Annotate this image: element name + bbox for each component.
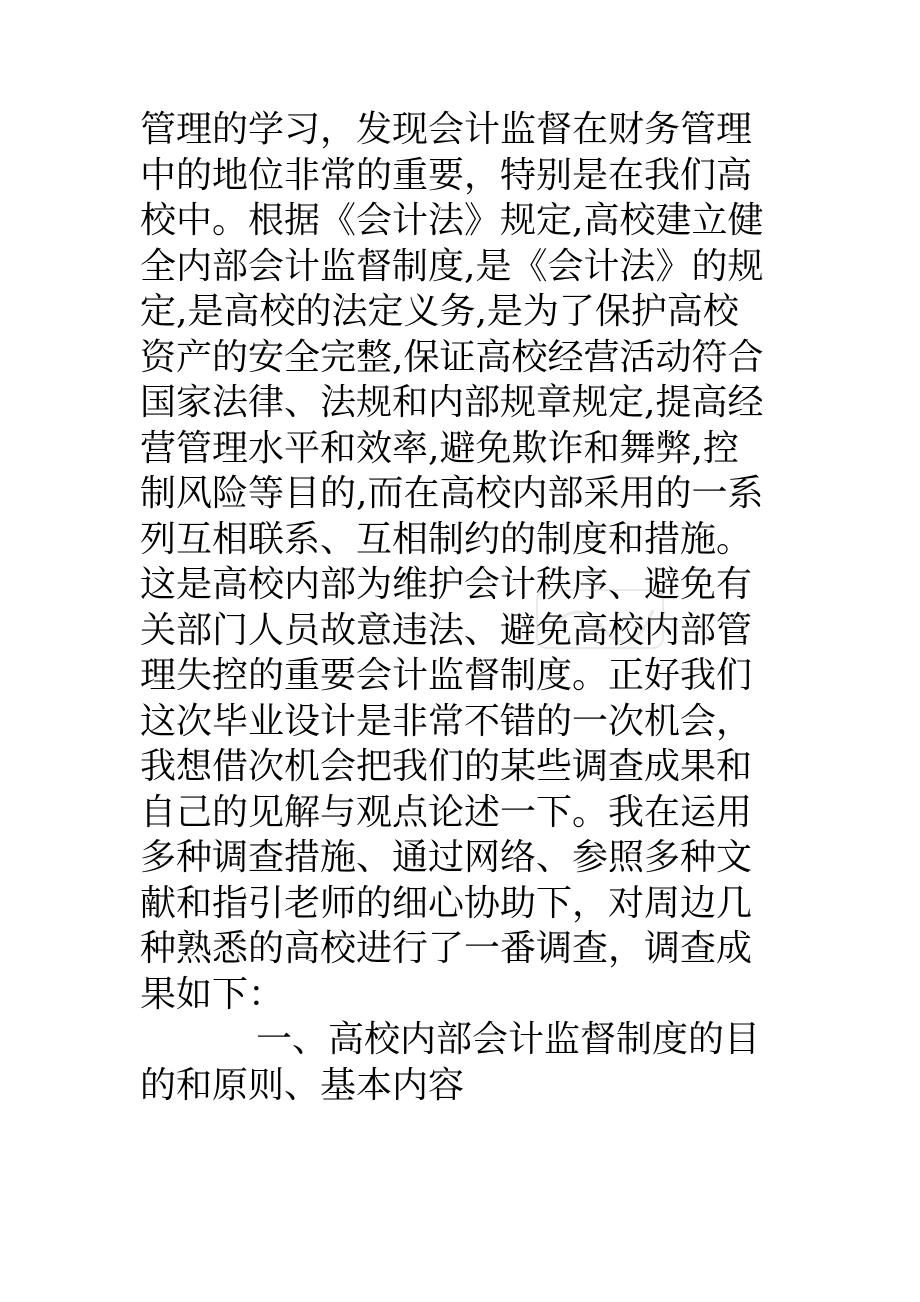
text-line: 关部门人员故意违法、避免高校内部管	[140, 609, 753, 651]
text-line: 献和指引老师的细心协助下，对周边几	[140, 882, 753, 924]
watermark-graphic	[535, 588, 665, 650]
text-line: 定,是高校的法定义务,是为了保护高校	[140, 291, 739, 332]
text-line: 国家法律、法规和内部规章规定,提高经	[140, 382, 764, 423]
body-text	[140, 107, 790, 1108]
section-heading: 一、高校内部会计监督制度的目	[256, 1019, 761, 1060]
text-line: 果如下：	[140, 973, 285, 1015]
text-line: 制风险等目的,而在高校内部采用的一系	[140, 473, 764, 514]
text-line: 这是高校内部为维护会计秩序、避免有	[140, 564, 753, 605]
text-line: 这次毕业设计是非常不错的一次机会，	[140, 700, 753, 742]
text-line: 自己的见解与观点论述一下。我在运用	[140, 791, 753, 833]
text-line: 列互相联系、互相制约的制度和措施。	[140, 518, 753, 560]
section-heading-continuation: 的和原则、基本内容	[140, 1064, 465, 1106]
text-line: 校中。根据《会计法》规定,高校建立健	[140, 200, 764, 241]
text-line: 营管理水平和效率,避免欺诈和舞弊,控	[140, 427, 739, 469]
text-line: 管理的学习，发现会计监督在财务管理	[140, 109, 753, 150]
text-line: 种熟悉的高校进行了一番调查，调查成	[140, 928, 753, 969]
text-line: 我想借次机会把我们的某些调查成果和	[140, 746, 753, 787]
text-line: 资产的安全完整,保证高校经营活动符合	[140, 336, 764, 378]
text-line: 理失控的重要会计监督制度。正好我们	[140, 655, 753, 696]
text-line: 中的地位非常的重要，特别是在我们高	[140, 154, 753, 196]
text-line: 全内部会计监督制度,是《会计法》的规	[140, 245, 764, 287]
text-line: 多种调查措施、通过网络、参照多种文	[140, 837, 753, 878]
